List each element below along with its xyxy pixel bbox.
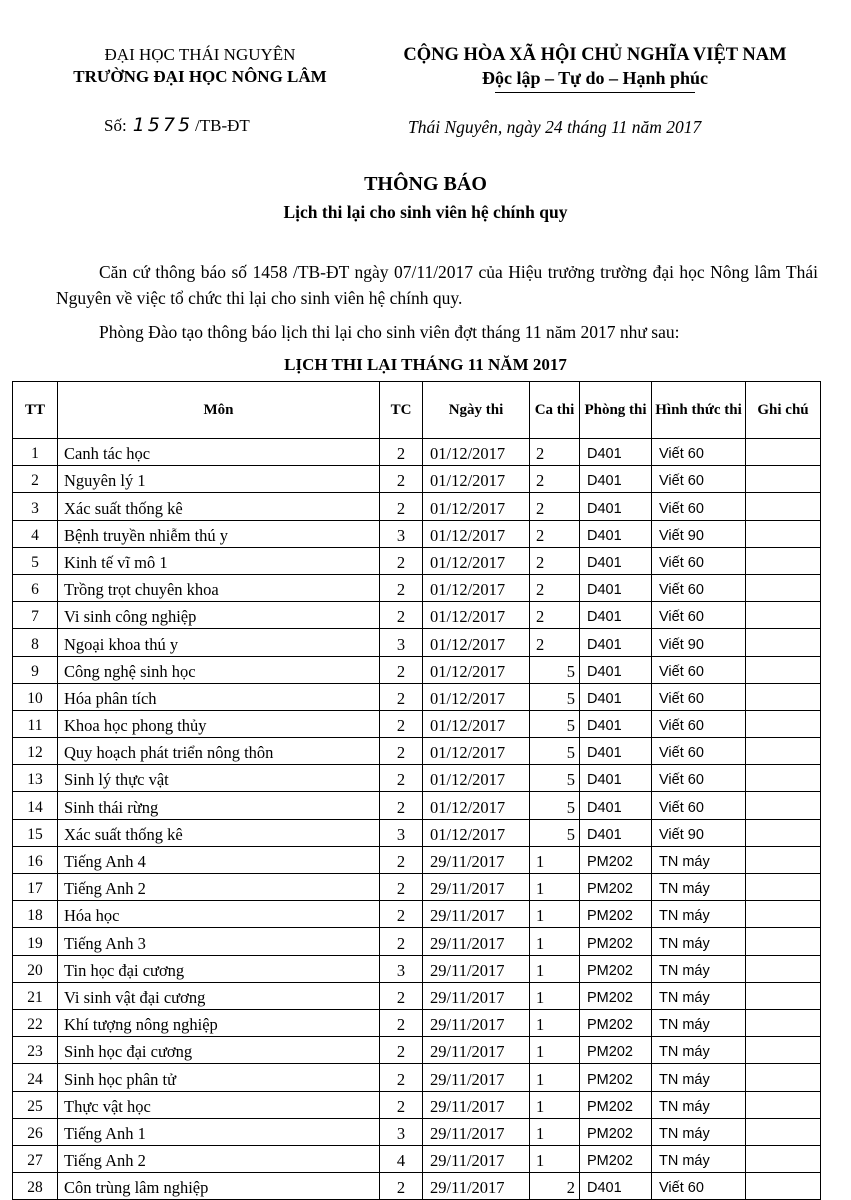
row-exam-format: TN máy bbox=[652, 1009, 746, 1036]
row-session: 1 bbox=[530, 1091, 580, 1118]
row-session: 2 bbox=[530, 547, 580, 574]
row-exam-date: 01/12/2017 bbox=[423, 493, 530, 520]
row-session: 5 bbox=[530, 738, 580, 765]
row-credits: 2 bbox=[380, 1037, 423, 1064]
row-room: D401 bbox=[580, 765, 652, 792]
row-tt: 6 bbox=[13, 574, 58, 601]
row-exam-format: TN máy bbox=[652, 1064, 746, 1091]
row-note bbox=[746, 629, 821, 656]
row-exam-format: TN máy bbox=[652, 1091, 746, 1118]
row-exam-date: 01/12/2017 bbox=[423, 792, 530, 819]
row-session: 2 bbox=[530, 629, 580, 656]
row-exam-format: TN máy bbox=[652, 1145, 746, 1172]
row-exam-date: 01/12/2017 bbox=[423, 574, 530, 601]
row-credits: 2 bbox=[380, 1009, 423, 1036]
row-subject: Tiếng Anh 1 bbox=[58, 1118, 380, 1145]
row-exam-date: 29/11/2017 bbox=[423, 1037, 530, 1064]
row-tt: 16 bbox=[13, 846, 58, 873]
row-subject: Thực vật học bbox=[58, 1091, 380, 1118]
table-row bbox=[13, 602, 821, 629]
row-exam-format: Viết 60 bbox=[652, 738, 746, 765]
row-credits: 2 bbox=[380, 710, 423, 737]
country-name: CỘNG HÒA XÃ HỘI CHỦ NGHĨA VIỆT NAM bbox=[403, 45, 787, 65]
row-session: 2 bbox=[530, 574, 580, 601]
row-exam-format: Viết 60 bbox=[652, 656, 746, 683]
national-header bbox=[360, 44, 830, 93]
row-room: PM202 bbox=[580, 928, 652, 955]
row-tt: 17 bbox=[13, 874, 58, 901]
row-credits: 3 bbox=[380, 1118, 423, 1145]
table-row bbox=[13, 493, 821, 520]
header-hinh-thuc-thi: Hình thức thi bbox=[652, 382, 746, 439]
table-body bbox=[13, 439, 821, 1200]
row-room: PM202 bbox=[580, 1091, 652, 1118]
row-credits: 3 bbox=[380, 520, 423, 547]
table-row bbox=[13, 846, 821, 873]
row-session: 2 bbox=[530, 466, 580, 493]
row-subject: Quy hoạch phát triển nông thôn bbox=[58, 738, 380, 765]
row-note bbox=[746, 1037, 821, 1064]
row-exam-date: 01/12/2017 bbox=[423, 602, 530, 629]
table-row bbox=[13, 792, 821, 819]
row-tt: 27 bbox=[13, 1145, 58, 1172]
row-note bbox=[746, 901, 821, 928]
row-credits: 2 bbox=[380, 493, 423, 520]
row-subject: Tiếng Anh 4 bbox=[58, 846, 380, 873]
row-exam-date: 29/11/2017 bbox=[423, 1064, 530, 1091]
row-session: 1 bbox=[530, 928, 580, 955]
row-room: D401 bbox=[580, 1173, 652, 1200]
row-subject: Hóa học bbox=[58, 901, 380, 928]
row-credits: 2 bbox=[380, 602, 423, 629]
row-exam-date: 29/11/2017 bbox=[423, 846, 530, 873]
row-exam-date: 01/12/2017 bbox=[423, 738, 530, 765]
row-exam-format: TN máy bbox=[652, 955, 746, 982]
row-tt: 22 bbox=[13, 1009, 58, 1036]
row-exam-format: TN máy bbox=[652, 982, 746, 1009]
table-row bbox=[13, 683, 821, 710]
row-tt: 19 bbox=[13, 928, 58, 955]
row-exam-format: TN máy bbox=[652, 901, 746, 928]
document-subtitle: Lịch thi lại cho sinh viên hệ chính quy bbox=[283, 202, 568, 222]
table-header-row bbox=[13, 382, 821, 439]
row-exam-date: 29/11/2017 bbox=[423, 928, 530, 955]
row-credits: 2 bbox=[380, 765, 423, 792]
table-row bbox=[13, 1037, 821, 1064]
row-room: PM202 bbox=[580, 955, 652, 982]
row-subject: Tiếng Anh 2 bbox=[58, 1145, 380, 1172]
table-row bbox=[13, 738, 821, 765]
row-subject: Sinh lý thực vật bbox=[58, 765, 380, 792]
handwritten-number: 1575 bbox=[132, 114, 194, 136]
row-session: 5 bbox=[530, 656, 580, 683]
row-note bbox=[746, 1064, 821, 1091]
row-subject: Khoa học phong thủy bbox=[58, 710, 380, 737]
row-tt: 13 bbox=[13, 765, 58, 792]
row-session: 2 bbox=[530, 439, 580, 466]
row-credits: 2 bbox=[380, 874, 423, 901]
document-title: THÔNG BÁO bbox=[364, 173, 487, 195]
row-tt: 10 bbox=[13, 683, 58, 710]
row-exam-format: Viết 60 bbox=[652, 439, 746, 466]
row-note bbox=[746, 656, 821, 683]
table-row bbox=[13, 819, 821, 846]
row-exam-date: 01/12/2017 bbox=[423, 466, 530, 493]
row-subject: Vi sinh công nghiệp bbox=[58, 602, 380, 629]
row-exam-format: TN máy bbox=[652, 1037, 746, 1064]
table-row bbox=[13, 765, 821, 792]
row-credits: 2 bbox=[380, 928, 423, 955]
intro-paragraph: Căn cứ thông báo số 1458 /TB-ĐT ngày 07/11/2017 của Hiệu trưởng trường đại học Nông lâm Thái Nguyên về việc tổ chức thi lại cho sinh viên hệ chính quy. bbox=[56, 262, 818, 308]
university-name: ĐẠI HỌC THÁI NGUYÊN bbox=[104, 45, 296, 64]
motto-underline bbox=[495, 92, 695, 93]
row-tt: 25 bbox=[13, 1091, 58, 1118]
table-row bbox=[13, 629, 821, 656]
row-note bbox=[746, 955, 821, 982]
row-room: D401 bbox=[580, 547, 652, 574]
row-room: D401 bbox=[580, 439, 652, 466]
row-subject: Trồng trọt chuyên khoa bbox=[58, 574, 380, 601]
header-tc: TC bbox=[380, 382, 423, 439]
row-note bbox=[746, 928, 821, 955]
row-subject: Côn trùng lâm nghiệp bbox=[58, 1173, 380, 1200]
row-note bbox=[746, 547, 821, 574]
row-credits: 2 bbox=[380, 982, 423, 1009]
row-exam-date: 29/11/2017 bbox=[423, 955, 530, 982]
row-note bbox=[746, 574, 821, 601]
row-note bbox=[746, 738, 821, 765]
row-credits: 2 bbox=[380, 547, 423, 574]
row-subject: Nguyên lý 1 bbox=[58, 466, 380, 493]
header-ngay-thi: Ngày thi bbox=[423, 382, 530, 439]
table-row bbox=[13, 1145, 821, 1172]
row-room: PM202 bbox=[580, 1064, 652, 1091]
header-ca-thi: Ca thi bbox=[530, 382, 580, 439]
row-note bbox=[746, 1145, 821, 1172]
row-subject: Ngoại khoa thú y bbox=[58, 629, 380, 656]
row-room: PM202 bbox=[580, 1009, 652, 1036]
row-tt: 8 bbox=[13, 629, 58, 656]
row-exam-date: 29/11/2017 bbox=[423, 874, 530, 901]
row-note bbox=[746, 466, 821, 493]
table-row bbox=[13, 466, 821, 493]
row-subject: Kinh tế vĩ mô 1 bbox=[58, 547, 380, 574]
row-session: 1 bbox=[530, 1118, 580, 1145]
row-exam-format: TN máy bbox=[652, 1118, 746, 1145]
table-row bbox=[13, 574, 821, 601]
row-exam-date: 01/12/2017 bbox=[423, 520, 530, 547]
row-session: 1 bbox=[530, 982, 580, 1009]
table-row bbox=[13, 874, 821, 901]
row-subject: Công nghệ sinh học bbox=[58, 656, 380, 683]
row-note bbox=[746, 493, 821, 520]
row-tt: 20 bbox=[13, 955, 58, 982]
table-row bbox=[13, 901, 821, 928]
row-room: PM202 bbox=[580, 874, 652, 901]
table-row bbox=[13, 656, 821, 683]
table-row bbox=[13, 710, 821, 737]
table-row bbox=[13, 1091, 821, 1118]
row-note bbox=[746, 874, 821, 901]
row-room: PM202 bbox=[580, 1037, 652, 1064]
row-subject: Tiếng Anh 2 bbox=[58, 874, 380, 901]
row-credits: 2 bbox=[380, 846, 423, 873]
row-exam-format: Viết 60 bbox=[652, 765, 746, 792]
document-number-prefix: Số: bbox=[104, 116, 127, 135]
row-note bbox=[746, 1009, 821, 1036]
row-tt: 11 bbox=[13, 710, 58, 737]
row-session: 2 bbox=[530, 520, 580, 547]
row-note bbox=[746, 765, 821, 792]
table-row bbox=[13, 547, 821, 574]
row-tt: 18 bbox=[13, 901, 58, 928]
row-tt: 24 bbox=[13, 1064, 58, 1091]
row-exam-format: Viết 60 bbox=[652, 547, 746, 574]
row-note bbox=[746, 1091, 821, 1118]
row-exam-format: TN máy bbox=[652, 928, 746, 955]
row-credits: 2 bbox=[380, 1091, 423, 1118]
row-exam-format: Viết 60 bbox=[652, 493, 746, 520]
row-tt: 15 bbox=[13, 819, 58, 846]
row-credits: 2 bbox=[380, 466, 423, 493]
row-session: 5 bbox=[530, 765, 580, 792]
table-row bbox=[13, 1118, 821, 1145]
row-room: D401 bbox=[580, 819, 652, 846]
row-exam-date: 01/12/2017 bbox=[423, 819, 530, 846]
row-subject: Xác suất thống kê bbox=[58, 819, 380, 846]
row-room: D401 bbox=[580, 656, 652, 683]
row-exam-date: 29/11/2017 bbox=[423, 901, 530, 928]
row-exam-date: 29/11/2017 bbox=[423, 1173, 530, 1200]
row-credits: 2 bbox=[380, 738, 423, 765]
row-subject: Hóa phân tích bbox=[58, 683, 380, 710]
table-row bbox=[13, 1173, 821, 1200]
announcement-paragraph: Phòng Đào tạo thông báo lịch thi lại cho sinh viên đợt tháng 11 năm 2017 như sau: bbox=[99, 322, 680, 342]
exam-schedule-table bbox=[12, 381, 821, 1200]
row-tt: 3 bbox=[13, 493, 58, 520]
row-exam-date: 01/12/2017 bbox=[423, 656, 530, 683]
row-exam-format: Viết 60 bbox=[652, 1173, 746, 1200]
row-session: 1 bbox=[530, 846, 580, 873]
row-tt: 4 bbox=[13, 520, 58, 547]
row-tt: 12 bbox=[13, 738, 58, 765]
row-session: 1 bbox=[530, 874, 580, 901]
row-exam-format: Viết 60 bbox=[652, 466, 746, 493]
row-room: PM202 bbox=[580, 1118, 652, 1145]
row-tt: 2 bbox=[13, 466, 58, 493]
row-note bbox=[746, 982, 821, 1009]
row-exam-format: TN máy bbox=[652, 874, 746, 901]
row-credits: 3 bbox=[380, 819, 423, 846]
row-note bbox=[746, 683, 821, 710]
row-exam-date: 01/12/2017 bbox=[423, 629, 530, 656]
row-tt: 9 bbox=[13, 656, 58, 683]
row-exam-format: TN máy bbox=[652, 846, 746, 873]
row-subject: Vi sinh vật đại cương bbox=[58, 982, 380, 1009]
national-motto: Độc lập – Tự do – Hạnh phúc bbox=[481, 68, 709, 88]
row-credits: 2 bbox=[380, 792, 423, 819]
row-note bbox=[746, 439, 821, 466]
row-exam-date: 29/11/2017 bbox=[423, 1145, 530, 1172]
place-date: Thái Nguyên, ngày 24 tháng 11 năm 2017 bbox=[408, 117, 702, 137]
row-session: 5 bbox=[530, 683, 580, 710]
row-note bbox=[746, 520, 821, 547]
table-row bbox=[13, 982, 821, 1009]
row-room: D401 bbox=[580, 629, 652, 656]
table-title: LỊCH THI LẠI THÁNG 11 NĂM 2017 bbox=[284, 355, 567, 374]
row-subject: Canh tác học bbox=[58, 439, 380, 466]
row-tt: 7 bbox=[13, 602, 58, 629]
row-subject: Xác suất thống kê bbox=[58, 493, 380, 520]
row-exam-date: 01/12/2017 bbox=[423, 439, 530, 466]
row-exam-format: Viết 60 bbox=[652, 792, 746, 819]
row-subject: Tin học đại cương bbox=[58, 955, 380, 982]
row-room: PM202 bbox=[580, 846, 652, 873]
row-subject: Sinh học phân tử bbox=[58, 1064, 380, 1091]
school-name: TRƯỜNG ĐẠI HỌC NÔNG LÂM bbox=[73, 67, 327, 86]
row-session: 1 bbox=[530, 955, 580, 982]
row-room: D401 bbox=[580, 792, 652, 819]
row-note bbox=[746, 1173, 821, 1200]
header-mon: Môn bbox=[58, 382, 380, 439]
row-tt: 1 bbox=[13, 439, 58, 466]
row-credits: 2 bbox=[380, 439, 423, 466]
header-ghi-chu: Ghi chú bbox=[746, 382, 821, 439]
table-row bbox=[13, 955, 821, 982]
row-credits: 2 bbox=[380, 656, 423, 683]
row-exam-date: 29/11/2017 bbox=[423, 1118, 530, 1145]
row-tt: 21 bbox=[13, 982, 58, 1009]
row-exam-format: Viết 60 bbox=[652, 574, 746, 601]
row-subject: Sinh học đại cương bbox=[58, 1037, 380, 1064]
row-subject: Tiếng Anh 3 bbox=[58, 928, 380, 955]
row-credits: 4 bbox=[380, 1145, 423, 1172]
row-tt: 14 bbox=[13, 792, 58, 819]
row-room: D401 bbox=[580, 710, 652, 737]
row-note bbox=[746, 792, 821, 819]
row-credits: 2 bbox=[380, 683, 423, 710]
row-tt: 28 bbox=[13, 1173, 58, 1200]
row-note bbox=[746, 602, 821, 629]
row-session: 1 bbox=[530, 1145, 580, 1172]
row-exam-date: 29/11/2017 bbox=[423, 1091, 530, 1118]
row-tt: 23 bbox=[13, 1037, 58, 1064]
row-credits: 3 bbox=[380, 629, 423, 656]
row-session: 2 bbox=[530, 1173, 580, 1200]
row-exam-format: Viết 90 bbox=[652, 819, 746, 846]
header-phong-thi: Phòng thi bbox=[580, 382, 652, 439]
row-note bbox=[746, 819, 821, 846]
row-room: PM202 bbox=[580, 982, 652, 1009]
row-room: D401 bbox=[580, 683, 652, 710]
row-exam-date: 01/12/2017 bbox=[423, 547, 530, 574]
row-session: 1 bbox=[530, 1009, 580, 1036]
row-tt: 5 bbox=[13, 547, 58, 574]
row-credits: 2 bbox=[380, 1064, 423, 1091]
row-exam-format: Viết 90 bbox=[652, 520, 746, 547]
row-exam-format: Viết 90 bbox=[652, 629, 746, 656]
row-exam-format: Viết 60 bbox=[652, 683, 746, 710]
row-exam-format: Viết 60 bbox=[652, 710, 746, 737]
row-exam-date: 01/12/2017 bbox=[423, 683, 530, 710]
row-exam-date: 29/11/2017 bbox=[423, 1009, 530, 1036]
row-note bbox=[746, 846, 821, 873]
row-exam-date: 01/12/2017 bbox=[423, 765, 530, 792]
row-session: 1 bbox=[530, 901, 580, 928]
row-note bbox=[746, 710, 821, 737]
table-row bbox=[13, 1064, 821, 1091]
row-room: PM202 bbox=[580, 901, 652, 928]
row-credits: 2 bbox=[380, 574, 423, 601]
row-subject: Khí tượng nông nghiệp bbox=[58, 1009, 380, 1036]
row-room: D401 bbox=[580, 466, 652, 493]
header-tt: TT bbox=[13, 382, 58, 439]
row-credits: 3 bbox=[380, 955, 423, 982]
issuer-header bbox=[40, 44, 360, 88]
row-exam-format: Viết 60 bbox=[652, 602, 746, 629]
row-session: 1 bbox=[530, 1064, 580, 1091]
table-row bbox=[13, 439, 821, 466]
table-row bbox=[13, 1009, 821, 1036]
row-session: 2 bbox=[530, 493, 580, 520]
row-room: D401 bbox=[580, 493, 652, 520]
row-subject: Sinh thái rừng bbox=[58, 792, 380, 819]
row-session: 1 bbox=[530, 1037, 580, 1064]
row-exam-date: 01/12/2017 bbox=[423, 710, 530, 737]
row-credits: 2 bbox=[380, 901, 423, 928]
document-number bbox=[104, 114, 250, 137]
row-exam-date: 29/11/2017 bbox=[423, 982, 530, 1009]
row-room: PM202 bbox=[580, 1145, 652, 1172]
row-room: D401 bbox=[580, 520, 652, 547]
row-session: 5 bbox=[530, 710, 580, 737]
table-row bbox=[13, 928, 821, 955]
row-room: D401 bbox=[580, 738, 652, 765]
row-tt: 26 bbox=[13, 1118, 58, 1145]
row-note bbox=[746, 1118, 821, 1145]
row-subject: Bệnh truyền nhiễm thú y bbox=[58, 520, 380, 547]
table-row bbox=[13, 520, 821, 547]
row-room: D401 bbox=[580, 574, 652, 601]
row-credits: 2 bbox=[380, 1173, 423, 1200]
row-session: 5 bbox=[530, 792, 580, 819]
document-number-suffix: /TB-ĐT bbox=[195, 116, 250, 135]
row-session: 5 bbox=[530, 819, 580, 846]
row-room: D401 bbox=[580, 602, 652, 629]
row-session: 2 bbox=[530, 602, 580, 629]
